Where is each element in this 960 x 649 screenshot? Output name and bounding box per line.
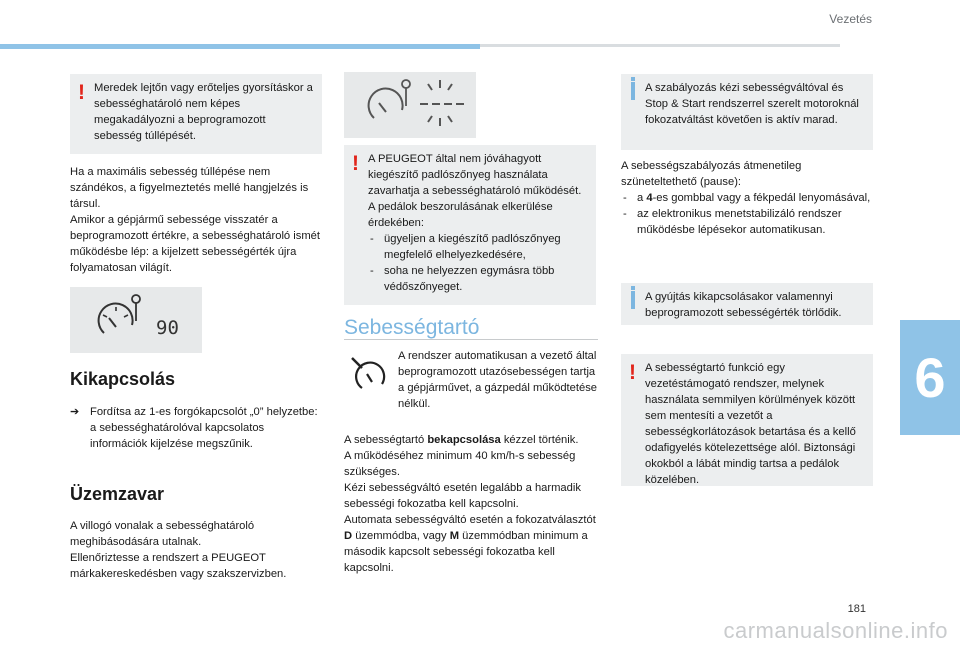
paragraph-line: A sebességszabályozás átmenetileg szüneteltethető (pause):	[621, 160, 802, 188]
warning-text: A sebességtartó funkció egy vezetéstámogató rendszer, melynek használata semmilyen körülmények között sem mentesíti a vezetőt a sebességkorlátozások betartása és a kellő odafigyelés kötelezettsége alól. Biztonsági okokból a lábát mindig tartsa a pedálok közelében.	[645, 362, 856, 486]
page-number: 181	[847, 603, 866, 615]
info-icon	[631, 77, 635, 81]
warning-box-cruise	[621, 354, 873, 486]
list-item: - soha ne helyezzen egymásra több védőszőnyeget.	[368, 263, 588, 295]
paragraph-line: Amikor a gépjármű sebessége visszatér a beprogramozott értékre, a sebességhatároló ismét működésbe lép: a kijelzett sebességérték újra folyamatosan világít.	[70, 214, 320, 274]
paragraph-line: A villogó vonalak a sebességhatároló meghibásodására utalnak.	[70, 520, 255, 548]
section-title: Vezetés	[829, 12, 872, 26]
speedometer-fault-icon	[344, 72, 476, 138]
limiter-fault-illustration	[344, 72, 476, 138]
info-icon	[631, 82, 635, 100]
overspeed-paragraph	[70, 164, 325, 276]
cruise-control-icon	[348, 354, 388, 394]
text-segment: A sebességtartó	[344, 434, 428, 446]
kikapcsolas-step	[70, 404, 320, 452]
paragraph-line: Kézi sebességváltó esetén legalább a harmadik sebességi fokozatba kell kapcsolni.	[344, 482, 581, 510]
kikapcsolas-text: Fordítsa az 1-es forgókapcsolót „0” helyzetbe: a sebességhatárolóval kapcsolatos információk kijelzése megszűnik.	[90, 406, 318, 450]
text-bold: D	[344, 530, 353, 542]
warning-text: Meredek lejtőn vagy erőteljes gyorsításkor a sebességhatároló nem képes megakadályozni a beprogramozott sebesség túllépését.	[94, 82, 313, 142]
info-icon	[631, 286, 635, 290]
text-bold: M	[449, 530, 460, 542]
text-segment: Automata sebességváltó esetén a fokozatválasztót	[344, 514, 596, 526]
floormat-intro: A PEUGEOT által nem jóváhagyott kiegészítő padlószőnyeg használata zavarhatja a sebességhatároló működését.	[368, 153, 582, 197]
pause-paragraph	[621, 158, 873, 238]
text-segment: kézzel történik.	[500, 434, 579, 446]
text-bold: 4	[646, 192, 653, 204]
arrow-bullet-icon: ➔	[70, 406, 80, 418]
speedometer-icon	[70, 287, 202, 353]
text-segment: -es gombbal vagy a fékpedál lenyomásával,	[652, 192, 871, 204]
cruise-intro: A rendszer automatikusan a vezető által beprogramozott utazósebességen tartja a gépjárművet, a gázpedál működtetése nélkül.	[398, 350, 598, 410]
warning-icon: !	[78, 81, 85, 104]
info-box-ignition	[621, 283, 873, 325]
text-segment: üzemmódban minimum a második kapcsolt sebességi fokozatba kell kapcsolni.	[344, 530, 588, 574]
text-bold: bekapcsolása	[427, 434, 501, 446]
warning-icon: !	[352, 152, 359, 175]
info-box-gearshift	[621, 74, 873, 150]
list-item: - ügyeljen a kiegészítő padlószőnyeg megfelelő elhelyezkedésére,	[368, 231, 588, 263]
list-item: - az elektronikus menetstabilizáló rendszer működésbe lépésekor automatikusan.	[621, 206, 873, 238]
heading-uzemzavar: Üzemzavar	[70, 484, 165, 504]
watermark: carmanualsonline.info	[723, 618, 948, 643]
heading-kikapcsolas: Kikapcsolás	[70, 369, 176, 389]
info-text: A gyújtás kikapcsolásakor valamennyi beprogramozott sebességérték törlődik.	[645, 291, 842, 319]
heading-sebessegtarto: Sebességtartó	[344, 316, 480, 339]
text-segment: üzemmódba, vagy	[352, 530, 450, 542]
paragraph-line: Ha a maximális sebesség túllépése nem szándékos, a figyelmeztetés mellé hangjelzés is társul.	[70, 166, 309, 210]
info-icon	[631, 291, 635, 309]
header-rule	[480, 44, 840, 47]
warning-box-floormat	[344, 145, 596, 305]
limiter-display-illustration	[70, 287, 202, 353]
header-accent-bar	[0, 44, 480, 49]
chapter-tab: 6	[900, 320, 960, 435]
cruise-description	[344, 432, 600, 576]
warning-icon: !	[629, 361, 636, 384]
warning-box-overspeed	[70, 74, 322, 154]
floormat-lead: A pedálok beszorulásának elkerülése érdekében:	[368, 201, 553, 229]
display-speed-value: 90	[156, 317, 179, 339]
paragraph-line: A működéséhez minimum 40 km/h-s sebesség szükséges.	[344, 450, 576, 478]
text-segment: a	[637, 192, 647, 204]
uzemzavar-text	[70, 518, 325, 582]
heading-rule	[344, 339, 598, 340]
paragraph-line: Ellenőriztesse a rendszert a PEUGEOT márkakereskedésben vagy szakszervizben.	[70, 552, 287, 580]
info-text: A szabályozás kézi sebességváltóval és Stop & Start rendszerrel szerelt motoroknál fokozatváltást követően is aktív marad.	[645, 82, 859, 126]
list-item	[621, 190, 873, 206]
